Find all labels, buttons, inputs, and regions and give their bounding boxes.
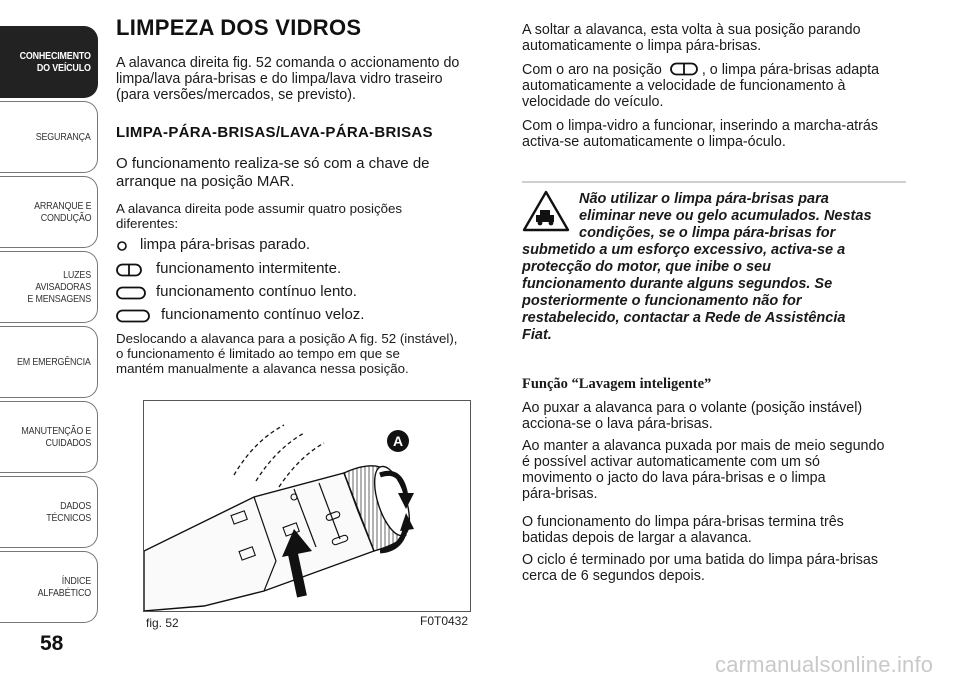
figure-52 [143, 400, 471, 612]
wiper-intermittent-icon [670, 62, 698, 76]
release-paragraph: A soltar a alavanca, esta volta à sua posição parando automaticamente o limpa pára-brisas. [522, 22, 861, 54]
tab-label: CONHECIMENTO DO VEÍCULO [19, 50, 91, 74]
tab-label: SEGURANÇA [35, 131, 91, 143]
tab-arranque-e-conducao[interactable] [0, 176, 98, 248]
position-label: funcionamento intermitente. [156, 260, 342, 277]
smart-wash-p2: Ao manter a alavanca puxada por mais de meio segundo é possível activar automaticamente com um só movimento o jacto do lava pára-brisas e o limpa pára-brisas. [522, 438, 885, 502]
smart-wash-title: Função “Lavagem inteligente” [522, 376, 712, 392]
tab-label: LUZES AVISADORAS E MENSAGENS [27, 269, 91, 305]
auto-speed-paragraph: Com o aro na posição , o limpa pára-brisas adapta automaticamente a velocidade de funcionamento à velocidade do veículo. [522, 62, 880, 110]
tab-label: ARRANQUE E CONDUÇÃO [33, 200, 91, 224]
tab-label: MANUTENÇÃO E CUIDADOS [21, 425, 91, 449]
tab-luzes-avisadoras[interactable] [0, 251, 98, 323]
subsection-title: LIMPA-PÁRA-BRISAS/LAVA-PÁRA-BRISAS [116, 124, 433, 141]
warning-triangle-icon [522, 190, 570, 232]
figure-caption: fig. 52 [146, 616, 179, 630]
tab-indice-alfabetico[interactable] [0, 551, 98, 623]
tab-manutencao-e-cuidados[interactable] [0, 401, 98, 473]
warning-divider [522, 181, 906, 183]
wiper-intermittent-icon [116, 263, 142, 277]
smart-wash-p3: O funcionamento do limpa pára-brisas termina três batidas depois de largar a alavanca. [522, 514, 844, 546]
position-a-paragraph: Deslocando a alavanca para a posição A fig. 52 (instável), o funcionamento é limitado ao tempo em que se mantém manualmente a alavanca nessa posição. [116, 331, 458, 376]
figure-code: F0T0432 [420, 614, 469, 628]
tab-conhecimento-do-veiculo[interactable] [0, 26, 98, 98]
figure-label-a: A [392, 433, 404, 449]
section-title: LIMPEZA DOS VIDROS [116, 15, 362, 40]
warning-text: submetido a um esforço excessivo, activa-se a protecção do motor, que inibe o seu funcionamento durante alguns segundos. Se posteriormente o funcionamento não for restabelecido, contactar a Rede de Assistência Fiat. [522, 242, 846, 343]
wiper-fast-icon [116, 309, 150, 323]
key-paragraph: O funcionamento realiza-se só com a chave de arranque na posição MAR. [116, 155, 430, 190]
positions-intro: A alavanca direita pode assumir quatro posições diferentes: [116, 201, 403, 231]
tab-dados-tecnicos[interactable] [0, 476, 98, 548]
intro-paragraph: A alavanca direita fig. 52 comanda o accionamento do limpa/lava pára-brisas e do limpa/lava vidro traseiro (para versões/mercados, se previsto). [116, 55, 460, 103]
wiper-slow-icon [116, 286, 146, 300]
page-number: 58 [40, 632, 64, 655]
position-label: funcionamento contínuo veloz. [161, 306, 365, 323]
smart-wash-p1: Ao puxar a alavanca para o volante (posição instável) acciona-se o lava pára-brisas. [522, 400, 863, 432]
tab-label: ÍNDICE ALFABÉTICO [37, 575, 91, 599]
chapter-sidebar [0, 0, 104, 678]
watermark: carmanualsonline.info [715, 652, 934, 677]
tab-seguranca[interactable] [0, 101, 98, 173]
smart-wash-p4: O ciclo é terminado por uma batida do limpa pára-brisas cerca de 6 segundos depois. [522, 552, 879, 584]
warning-text-indented: Não utilizar o limpa pára-brisas para eliminar neve ou gelo acumulados. Nestas condições, se o limpa pára-brisas for [579, 191, 872, 241]
wiper-lever-illustration [144, 401, 470, 611]
position-label: limpa pára-brisas parado. [140, 236, 311, 253]
wiper-off-icon [116, 240, 128, 252]
tab-em-emergencia[interactable] [0, 326, 98, 398]
reverse-paragraph: Com o limpa-vidro a funcionar, inserindo a marcha-atrás activa-se automaticamente o limpa-óculo. [522, 118, 878, 150]
tab-label: DADOS TÉCNICOS [46, 500, 91, 524]
tab-label: EM EMERGÊNCIA [17, 356, 91, 368]
position-label: funcionamento contínuo lento. [156, 283, 357, 300]
